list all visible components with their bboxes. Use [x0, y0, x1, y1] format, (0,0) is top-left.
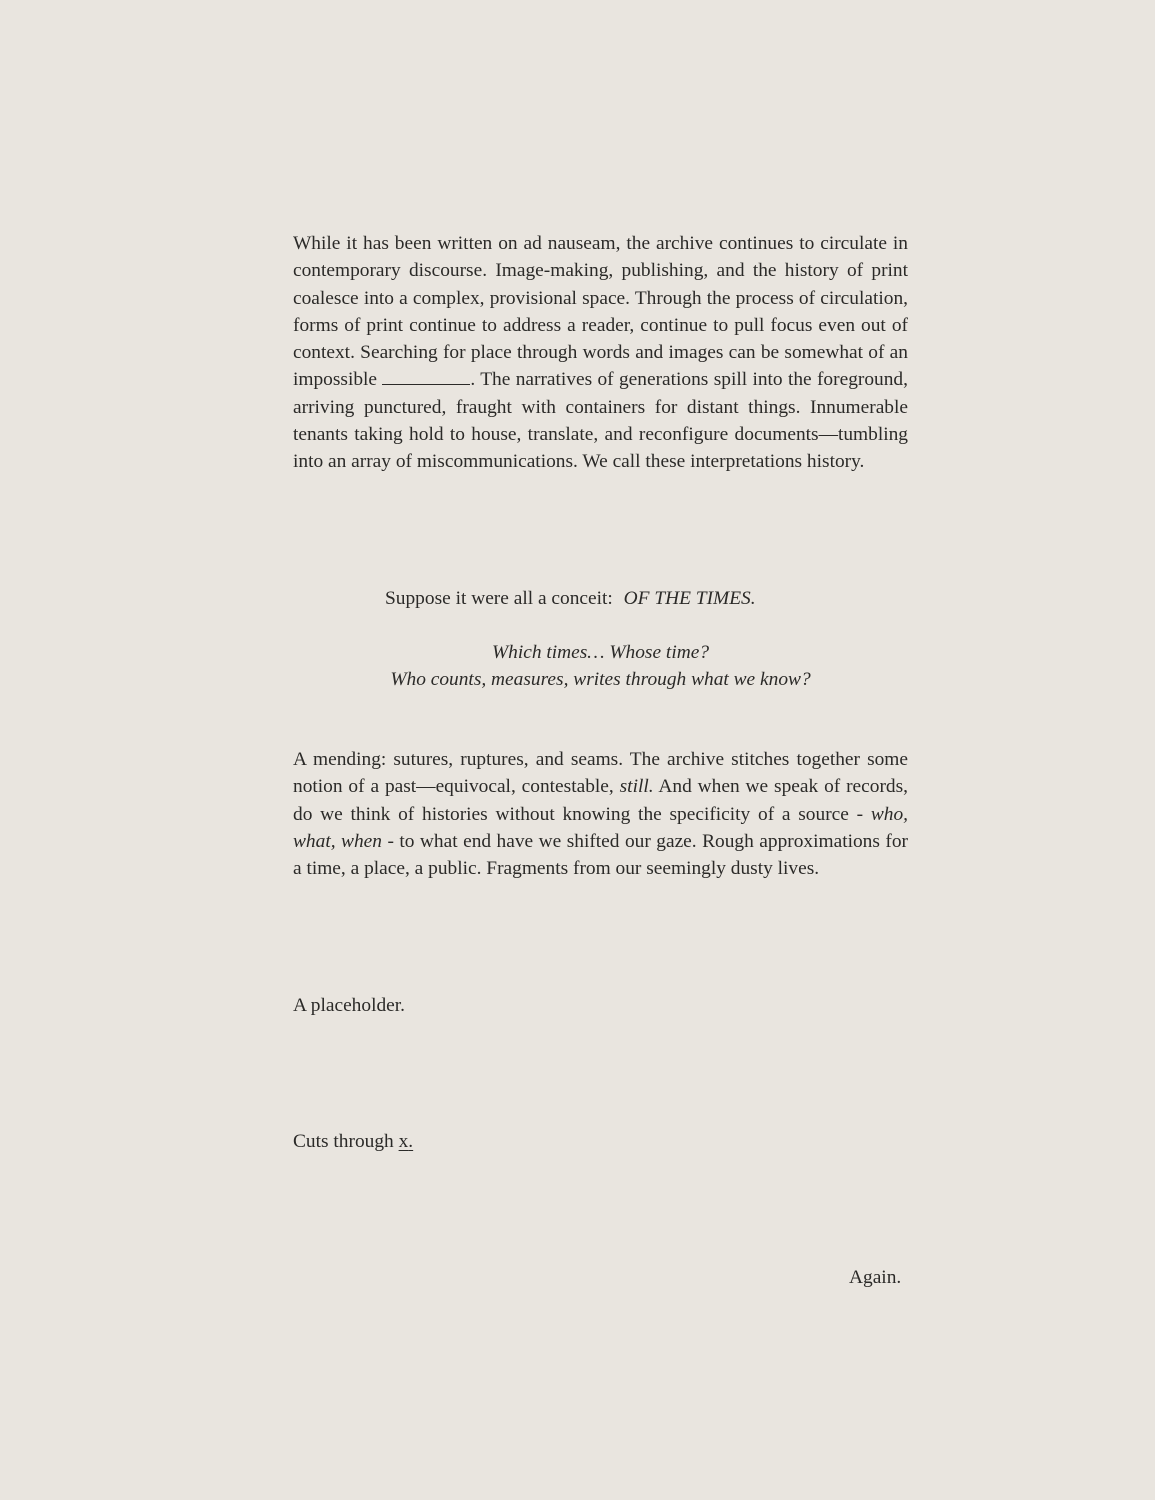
conceit-line [385, 585, 756, 612]
cuts-lead: Cuts through [293, 1131, 394, 1152]
cuts-x-letter: x [398, 1131, 409, 1152]
cuts-x [399, 1131, 414, 1152]
question-line-2: Who counts, measures, writes through what we know? [390, 669, 811, 691]
cuts-line [293, 1128, 413, 1155]
question-line-1: Which times… Whose time? [491, 642, 710, 663]
who-what-when-emphasis: who, what, when [293, 803, 908, 852]
questions [293, 639, 908, 694]
mending-text-1: A mending: sutures, ruptures, and seams. The archive stitches together some notion of a past—equivocal, contestable, [293, 749, 908, 798]
intro-text-end: . The narratives of generations spill into the foreground, arriving punctured, fraught with containers for distant things. Innumerable tenants taking hold to house, translate, and reconfigure documents—tumbling into an array of miscommunications. We call these interpretations history. [293, 369, 908, 473]
still-emphasis: still. [619, 776, 654, 798]
intro-paragraph [293, 230, 908, 476]
intro-text-start: While it has been written on ad nauseam, the archive continues to circulate in contemporary discourse. Image-making, publishing, and the history of print coalesce into a complex, provisional space. Through the process of circulation, forms of print continue to address a reader, continue to pull focus even out of context. Searching for place through words and images can be somewhat of an impossible [293, 233, 908, 391]
conceit-lead: Suppose it were all a conceit: [385, 588, 613, 609]
cuts-period: . [408, 1131, 414, 1152]
again-line: Again. [849, 1267, 902, 1288]
placeholder-line: A placeholder. [293, 995, 405, 1016]
conceit-phrase: OF THE TIMES. [623, 588, 756, 609]
mending-paragraph [293, 746, 908, 882]
mending-text-2: And when we speak of records, do we think of histories without knowing the specificity of a source - [293, 776, 909, 825]
mending-text-3: - to what end have we shifted our gaze. Rough approximations for a time, a place, a public. Fragments from our seemingly dusty lives. [293, 830, 908, 880]
fill-in-blank [382, 368, 470, 385]
